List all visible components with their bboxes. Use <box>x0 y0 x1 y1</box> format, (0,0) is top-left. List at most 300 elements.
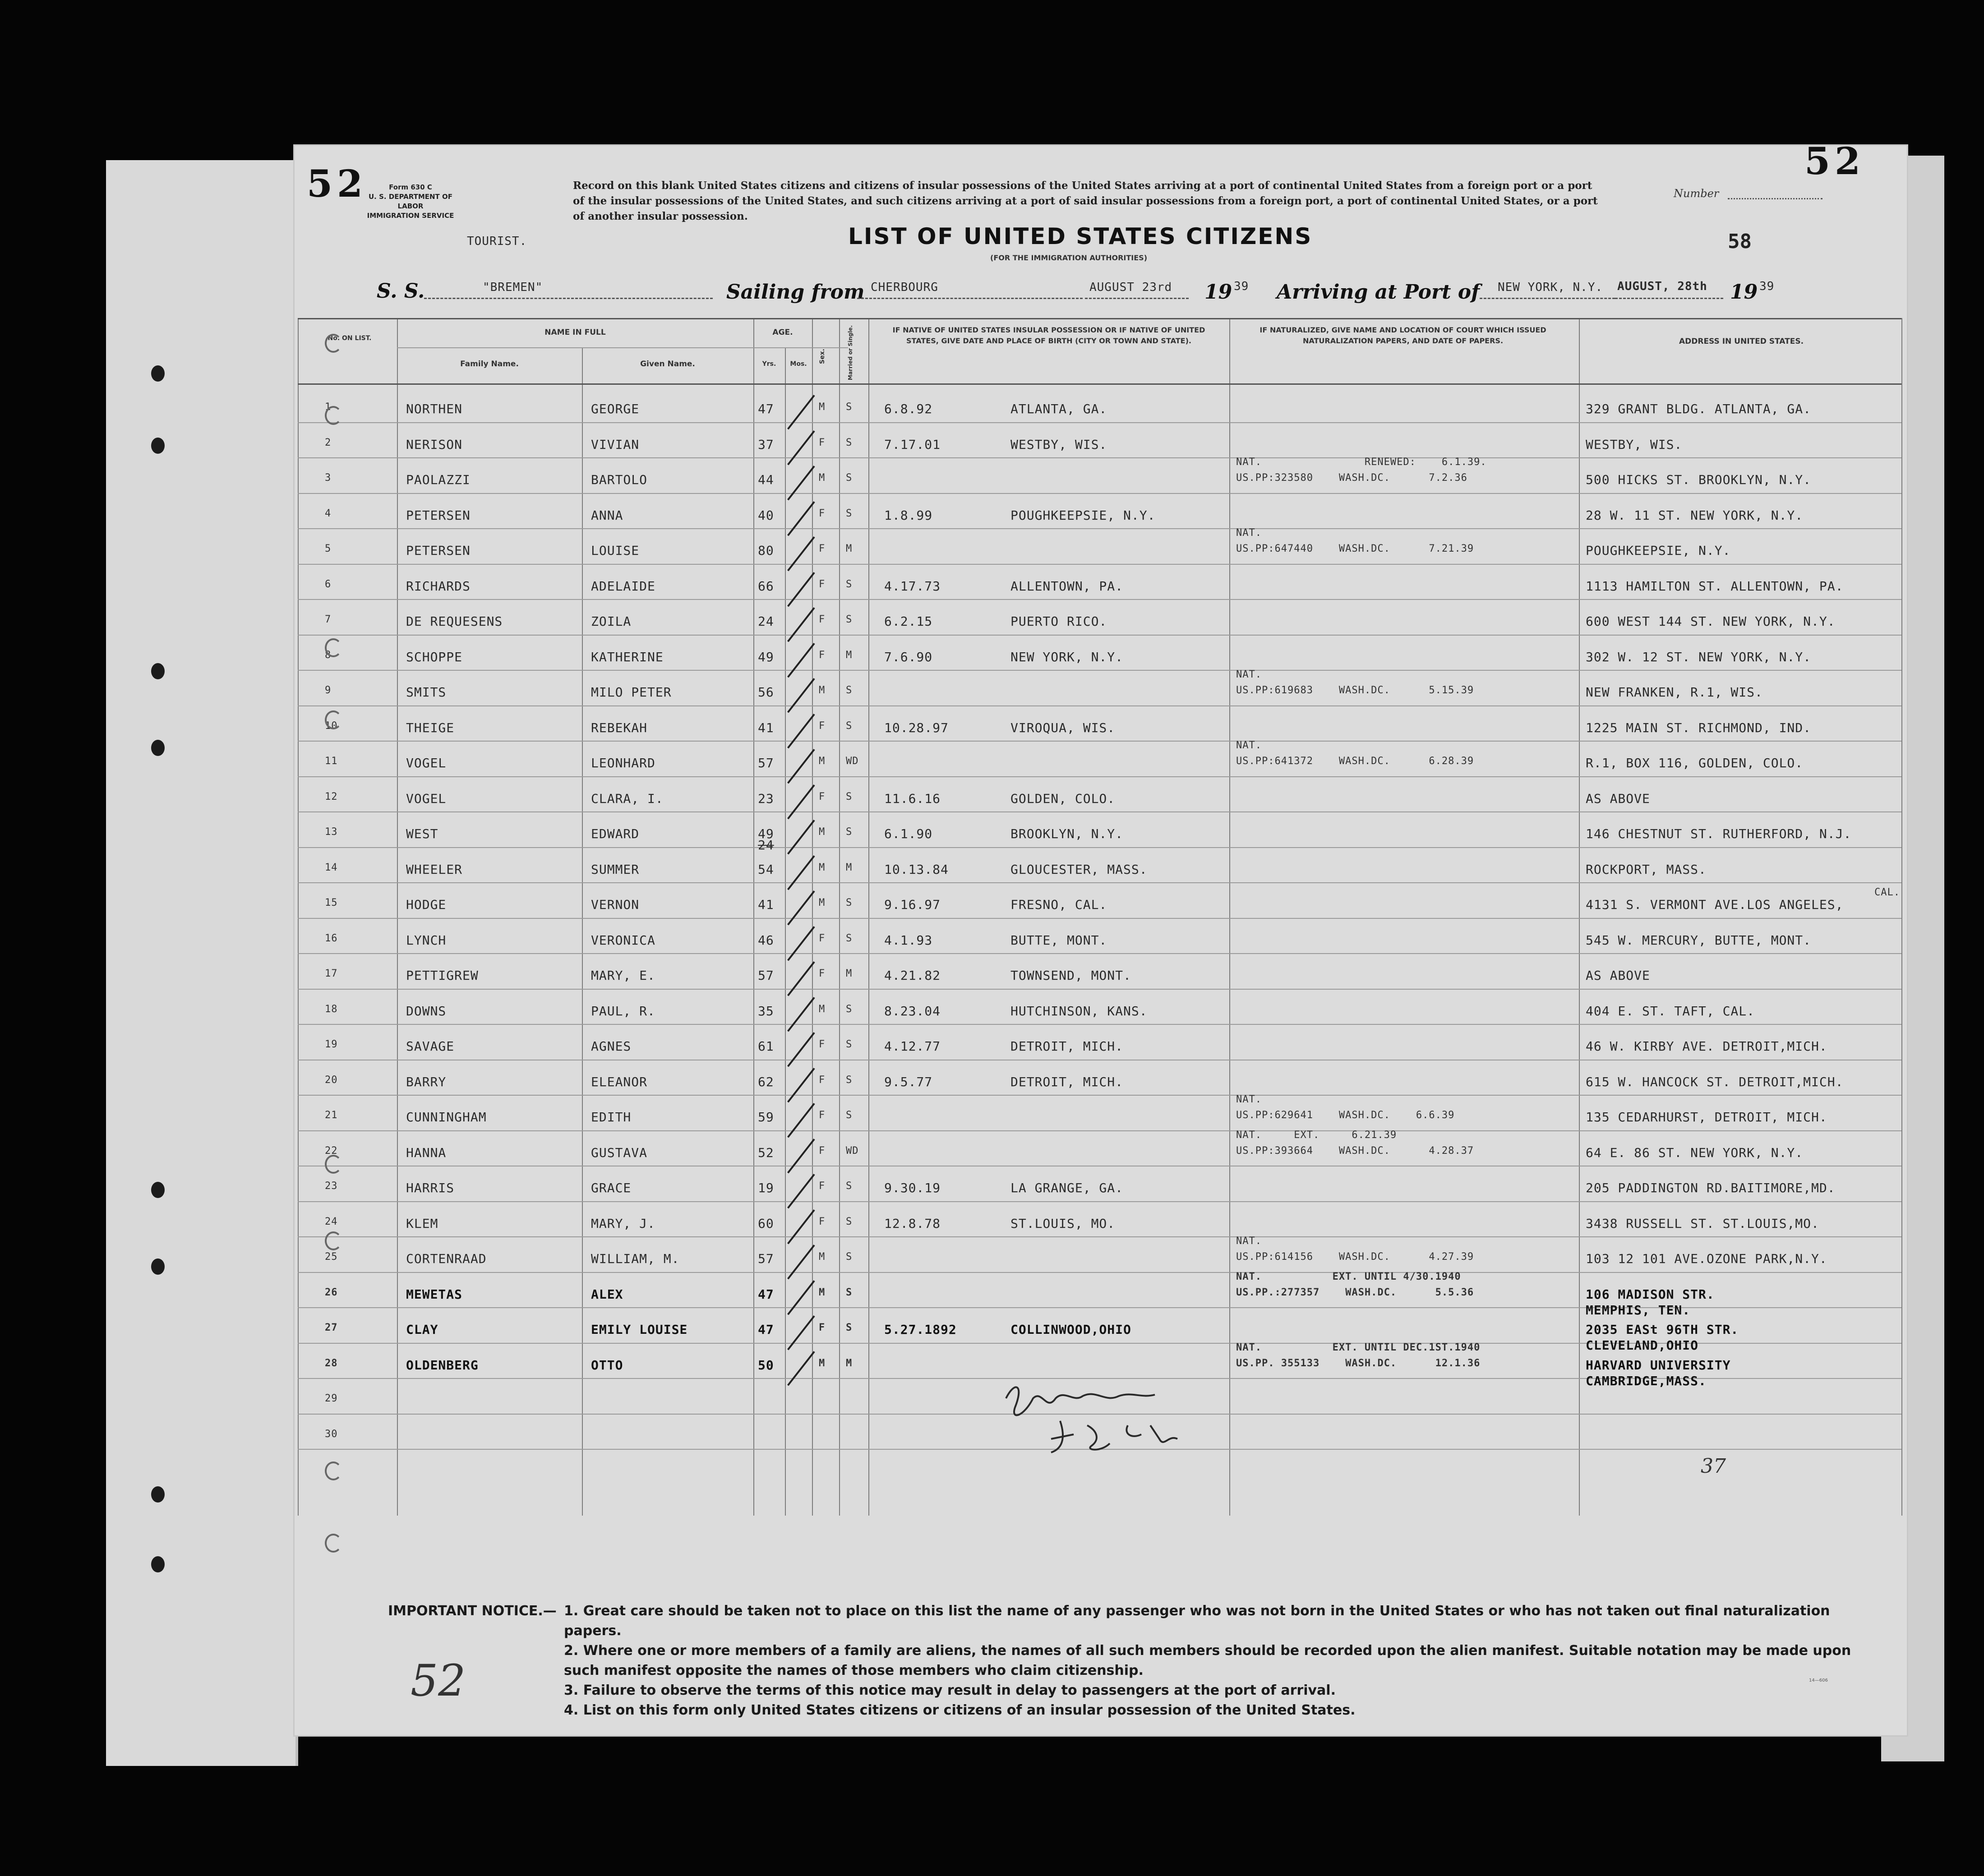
family-name: CUNNINGHAM <box>406 1110 487 1125</box>
address: 4131 S. VERMONT AVE.LOS ANGELES, <box>1586 897 1844 912</box>
birth-place: ATLANTA, GA. <box>1010 401 1107 416</box>
family-name: NERISON <box>406 437 463 452</box>
binder-ring-mark <box>325 1231 342 1250</box>
given-name: ALEX <box>591 1286 623 1302</box>
row-number: 28 <box>325 1357 338 1369</box>
address: 46 W. KIRBY AVE. DETROIT,MICH. <box>1586 1039 1827 1054</box>
address: 329 GRANT BLDG. ATLANTA, GA. <box>1586 401 1812 416</box>
naturalization-line-2: US.PP. 355133 WASH.DC. 12.1.36 <box>1236 1357 1481 1369</box>
binder-ring-mark <box>325 406 342 425</box>
age-years: 54 <box>758 862 774 877</box>
class-label: TOURIST. <box>467 235 527 248</box>
check-slash-mark <box>787 1315 815 1350</box>
row-number: 29 <box>325 1393 338 1404</box>
birth-date: 11.6.16 <box>884 791 941 806</box>
given-name: MARY, E. <box>591 968 655 983</box>
given-name: BARTOLO <box>591 472 648 487</box>
row-number: 26 <box>325 1286 338 1298</box>
age-years: 47 <box>758 1286 774 1302</box>
col-header-married: Married or Single. <box>847 325 854 381</box>
naturalization-line-2: US.PP:647440 WASH.DC. 7.21.39 <box>1236 543 1474 554</box>
year-1: 39 <box>1234 280 1249 293</box>
given-name: CLARA, I. <box>591 791 664 806</box>
form-department: U. S. DEPARTMENT OF LABOR <box>368 193 453 210</box>
birth-date: 9.5.77 <box>884 1074 933 1089</box>
check-slash-mark <box>787 501 815 536</box>
age-years: 52 <box>758 1145 774 1160</box>
given-name: ZOILA <box>591 614 632 629</box>
check-slash-mark <box>787 643 815 678</box>
sex: M <box>819 472 826 484</box>
given-name: VERNON <box>591 897 640 912</box>
check-slash-mark <box>787 714 815 748</box>
age-years: 37 <box>758 437 774 452</box>
birth-date: 4.21.82 <box>884 968 941 983</box>
margin-handwriting: 52 <box>411 1655 466 1706</box>
row-number: 12 <box>325 791 338 802</box>
birth-place: BROOKLYN, N.Y. <box>1010 826 1124 841</box>
sex: F <box>819 720 826 732</box>
address: AS ABOVE <box>1586 968 1650 983</box>
naturalization-line-1: NAT. EXT. UNTIL 4/30.1940 <box>1236 1271 1461 1282</box>
year-2: 39 <box>1759 280 1775 293</box>
marital-status: S <box>846 401 853 413</box>
col-header-family: Family Name. <box>460 360 519 369</box>
port-name: NEW YORK, N.Y. <box>1498 281 1603 294</box>
address: 545 W. MERCURY, BUTTE, MONT. <box>1586 932 1812 948</box>
given-name: KATHERINE <box>591 649 664 664</box>
age-years: 47 <box>758 1322 774 1337</box>
address-note: CAL. <box>1874 887 1900 898</box>
sex: F <box>819 1216 826 1227</box>
address: 3438 RUSSELL ST. ST.LOUIS,MO. <box>1586 1216 1819 1231</box>
sex: M <box>819 862 826 873</box>
row-number: 5 <box>325 543 332 554</box>
row-number: 15 <box>325 897 338 908</box>
birth-date: 4.17.73 <box>884 578 941 594</box>
age-years: 56 <box>758 685 774 700</box>
family-name: VOGEL <box>406 756 447 770</box>
punch-hole <box>151 438 165 454</box>
address: 205 PADDINGTON RD.BAITIMORE,MD. <box>1586 1180 1836 1195</box>
punch-hole <box>151 1486 165 1503</box>
marital-status: M <box>846 543 853 554</box>
header-rule <box>397 347 848 348</box>
number-line <box>1728 186 1823 199</box>
year-prefix-1: 19 <box>1204 281 1232 304</box>
age-years: 59 <box>758 1110 774 1125</box>
binder-left-page <box>106 160 298 1766</box>
row-rule <box>298 953 1901 954</box>
age-years: 41 <box>758 720 774 735</box>
ship-line <box>424 298 713 299</box>
check-slash-mark <box>787 997 815 1032</box>
row-number: 4 <box>325 507 332 519</box>
given-name: PAUL, R. <box>591 1003 655 1019</box>
age-years: 41 <box>758 897 774 912</box>
marital-status: S <box>846 614 853 625</box>
age-years: 47 <box>758 401 774 416</box>
sex: F <box>819 1110 826 1121</box>
address: AS ABOVE <box>1586 791 1650 806</box>
binder-ring-mark <box>325 710 342 729</box>
sex: F <box>819 791 826 802</box>
address: 600 WEST 144 ST. NEW YORK, N.Y. <box>1586 614 1836 629</box>
birth-place: LA GRANGE, GA. <box>1010 1180 1124 1195</box>
given-name: LOUISE <box>591 543 640 558</box>
naturalization-line-1: NAT. EXT. UNTIL DEC.1ST.1940 <box>1236 1341 1481 1353</box>
naturalization-line-1: NAT. <box>1236 527 1262 539</box>
row-number: 11 <box>325 756 338 767</box>
check-slash-mark <box>787 572 815 607</box>
row-rule <box>298 670 1901 671</box>
age-years: 62 <box>758 1074 774 1089</box>
col-header-birth: IF NATIVE OF UNITED STATES INSULAR POSSESSION OR IF NATIVE OF UNITED STATES, GIVE DATE AND PLACE OF BIRTH (CITY OR TOWN AND STATE). <box>892 326 1205 345</box>
col-header-sex: Sex. <box>819 349 826 364</box>
notice-items <box>564 1601 1877 1720</box>
marital-status: S <box>846 720 853 732</box>
family-name: SCHOPPE <box>406 649 463 664</box>
sex: F <box>819 1145 826 1157</box>
address: ROCKPORT, MASS. <box>1586 862 1707 877</box>
column-rule <box>298 318 299 1516</box>
birth-date: 9.16.97 <box>884 897 941 912</box>
important-notice <box>388 1601 1877 1720</box>
check-slash-mark <box>787 749 815 784</box>
age-years: 46 <box>758 932 774 948</box>
punch-hole <box>151 1556 165 1572</box>
row-rule <box>298 457 1901 458</box>
form-number: Form 630 C <box>389 183 432 191</box>
sailing-label: Sailing from <box>726 281 865 304</box>
form-instructions: Record on this blank United States citizens and citizens of insular possessions of the United States arriving at a port of continental United States from a foreign port or a port of the insular possessions of the United States, and such citizens arriving at a port of said insular possessions from a foreign port, a port of continental United States, or a port of another insular possession. <box>573 180 1598 222</box>
marital-status: S <box>846 578 853 590</box>
sex: F <box>819 1074 826 1086</box>
given-name: EMILY LOUISE <box>591 1322 688 1337</box>
family-name: HANNA <box>406 1145 447 1160</box>
marital-status: M <box>846 649 853 661</box>
birth-date: 10.28.97 <box>884 720 949 735</box>
check-slash-mark <box>787 1103 815 1138</box>
marital-status: S <box>846 791 853 802</box>
check-slash-mark <box>787 784 815 819</box>
sex: F <box>819 614 826 625</box>
row-rule <box>298 635 1901 636</box>
naturalization-line-2: US.PP:619683 WASH.DC. 5.15.39 <box>1236 685 1474 696</box>
sex: F <box>819 968 826 979</box>
birth-date: 9.30.19 <box>884 1180 941 1195</box>
sex: F <box>819 543 826 554</box>
number-label: Number <box>1674 187 1719 200</box>
birth-date: 7.6.90 <box>884 649 933 664</box>
row-rule <box>298 741 1901 742</box>
given-name: ADELAIDE <box>591 578 655 594</box>
birth-date: 4.12.77 <box>884 1039 941 1054</box>
row-number: 21 <box>325 1110 338 1121</box>
marital-status: M <box>846 1357 853 1369</box>
row-rule <box>298 811 1901 812</box>
column-rule <box>397 318 398 1516</box>
column-rule <box>785 347 786 1516</box>
family-name: DE REQUESENS <box>406 614 503 629</box>
arrival-date: AUGUST, 28th <box>1617 280 1707 293</box>
marital-status: S <box>846 1286 853 1298</box>
family-name: VOGEL <box>406 791 447 806</box>
naturalization-line-2: US.PP:323580 WASH.DC. 7.2.36 <box>1236 472 1467 484</box>
row-number: 24 <box>325 1216 338 1227</box>
birth-place: GLOUCESTER, MASS. <box>1010 862 1148 877</box>
family-name: HODGE <box>406 897 447 912</box>
notice-item: 4. List on this form only United States citizens or citizens of an insular possession of the United States. <box>564 1702 1356 1718</box>
row-rule <box>298 1201 1901 1202</box>
row-number: 1 <box>325 401 332 413</box>
family-name: MEWETAS <box>406 1286 463 1302</box>
birth-date: 12.8.78 <box>884 1216 941 1231</box>
age-years: 57 <box>758 968 774 983</box>
punch-hole <box>151 663 165 679</box>
naturalization-line-2: US.PP.:277357 WASH.DC. 5.5.36 <box>1236 1286 1474 1298</box>
marital-status: S <box>846 1251 853 1263</box>
age-years: 50 <box>758 1357 774 1373</box>
birth-place: COLLINWOOD,OHIO <box>1010 1322 1131 1337</box>
family-name: SAVAGE <box>406 1039 455 1054</box>
sex: F <box>819 1180 826 1192</box>
sex: M <box>819 897 826 908</box>
family-name: SMITS <box>406 685 447 700</box>
notice-item: 2. Where one or more members of a family are aliens, the names of all such members should be recorded upon the alien manifest. Suitable notation may be made upon such manifest opposite the names of those members who claim citizenship. <box>564 1643 1851 1678</box>
col-header-age: AGE. <box>772 328 793 337</box>
year-prefix-2: 19 <box>1730 281 1758 304</box>
family-name: OLDENBERG <box>406 1357 479 1373</box>
arrival-date-line <box>1615 298 1723 299</box>
check-slash-mark <box>787 1280 815 1315</box>
sex: F <box>819 932 826 944</box>
address: 103 12 101 AVE.OZONE PARK,N.Y. <box>1586 1251 1827 1266</box>
binder-ring-mark <box>325 1155 342 1174</box>
check-slash-mark <box>787 1245 815 1279</box>
family-name: DOWNS <box>406 1003 447 1019</box>
marital-status: S <box>846 1180 853 1192</box>
marital-status: WD <box>846 756 859 767</box>
col-header-no: No. ON LIST. <box>328 335 372 342</box>
birth-place: ST.LOUIS, MO. <box>1010 1216 1116 1231</box>
ship-name: "BREMEN" <box>483 281 543 294</box>
row-number: 23 <box>325 1180 338 1192</box>
marital-status: M <box>846 862 853 873</box>
row-number: 2 <box>325 437 332 448</box>
sex: M <box>819 826 826 838</box>
marital-status: S <box>846 932 853 944</box>
row-number: 6 <box>325 578 332 590</box>
sex: M <box>819 1003 826 1015</box>
notice-item: 1. Great care should be taken not to place on this list the name of any passenger who was not born in the United States or who has not taken out final naturalization papers. <box>564 1603 1830 1639</box>
row-number: 13 <box>325 826 338 838</box>
birth-place: WESTBY, WIS. <box>1010 437 1107 452</box>
age-years: 57 <box>758 756 774 770</box>
form-identification <box>361 183 460 221</box>
address: 500 HICKS ST. BROOKLYN, N.Y. <box>1586 472 1812 487</box>
naturalization-line-2: US.PP:393664 WASH.DC. 4.28.37 <box>1236 1145 1474 1157</box>
naturalization-line-1: NAT. <box>1236 1094 1262 1105</box>
row-rule <box>298 1236 1901 1237</box>
row-rule <box>298 847 1901 848</box>
birth-place: TOWNSEND, MONT. <box>1010 968 1131 983</box>
ss-label: S. S. <box>377 280 425 303</box>
age-years: 35 <box>758 1003 774 1019</box>
sailing-from: CHERBOURG <box>871 281 938 294</box>
row-number: 20 <box>325 1074 338 1086</box>
birth-date: 1.8.99 <box>884 507 933 523</box>
arriving-label: Arriving at Port of <box>1277 281 1480 304</box>
sex: M <box>819 401 826 413</box>
age-years: 49 <box>758 826 774 841</box>
naturalization-line-1: NAT. <box>1236 740 1262 751</box>
given-name: GEORGE <box>591 401 640 416</box>
given-name: EDITH <box>591 1110 632 1125</box>
sex: M <box>819 1251 826 1263</box>
age-years: 61 <box>758 1039 774 1054</box>
column-rule <box>1901 318 1902 1516</box>
passenger-table <box>298 318 1904 1516</box>
row-number: 17 <box>325 968 338 979</box>
given-name: GUSTAVA <box>591 1145 648 1160</box>
page-number-right: 52 <box>1804 144 1865 183</box>
birth-place: PUERTO RICO. <box>1010 614 1107 629</box>
row-rule <box>298 1130 1901 1131</box>
sex: M <box>819 1286 826 1298</box>
col-header-naturalized: IF NATURALIZED, GIVE NAME AND LOCATION OF COURT WHICH ISSUED NATURALIZATION PAPERS, AND DATE OF PAPERS. <box>1260 326 1546 345</box>
birth-place: DETROIT, MICH. <box>1010 1039 1124 1054</box>
birth-place: NEW YORK, N.Y. <box>1010 649 1124 664</box>
address: 28 W. 11 ST. NEW YORK, N.Y. <box>1586 507 1804 523</box>
birth-place: GOLDEN, COLO. <box>1010 791 1116 806</box>
family-name: HARRIS <box>406 1180 455 1195</box>
address: 302 W. 12 ST. NEW YORK, N.Y. <box>1586 649 1812 664</box>
birth-place: HUTCHINSON, KANS. <box>1010 1003 1148 1019</box>
naturalization-line-2: US.PP:614156 WASH.DC. 4.27.39 <box>1236 1251 1474 1263</box>
birth-place: BUTTE, MONT. <box>1010 932 1107 948</box>
page-subtitle: (FOR THE IMMIGRATION AUTHORITIES) <box>990 254 1148 262</box>
check-slash-mark <box>787 466 815 500</box>
birth-place: ALLENTOWN, PA. <box>1010 578 1124 594</box>
row-number: 16 <box>325 932 338 944</box>
address: 64 E. 86 ST. NEW YORK, N.Y. <box>1586 1145 1804 1160</box>
family-name: WHEELER <box>406 862 463 877</box>
punch-hole <box>151 1258 165 1275</box>
marital-status: S <box>846 826 853 838</box>
notice-item: 3. Failure to observe the terms of this notice may result in delay to passengers at the port of arrival. <box>564 1682 1336 1698</box>
marital-status: WD <box>846 1145 859 1157</box>
given-name: VERONICA <box>591 932 655 948</box>
age-years: 49 <box>758 649 774 664</box>
check-slash-mark <box>787 1032 815 1067</box>
row-number: 14 <box>325 862 338 873</box>
given-name: REBEKAH <box>591 720 648 735</box>
row-number: 8 <box>325 649 332 661</box>
col-header-name: NAME IN FULL <box>544 328 606 337</box>
age-years: 66 <box>758 578 774 594</box>
check-slash-mark <box>787 890 815 925</box>
col-header-address: ADDRESS IN UNITED STATES. <box>1679 337 1804 346</box>
given-name: GRACE <box>591 1180 632 1195</box>
binder-ring-mark <box>325 1534 342 1553</box>
check-slash-mark <box>787 820 815 854</box>
family-name: PETTIGREW <box>406 968 479 983</box>
port-line <box>1480 298 1615 299</box>
column-rule <box>1229 318 1230 1516</box>
row-rule <box>298 528 1901 529</box>
address: 146 CHESTNUT ST. RUTHERFORD, N.J. <box>1586 826 1852 841</box>
birth-date: 6.1.90 <box>884 826 933 841</box>
sex: M <box>819 1357 826 1369</box>
column-rule <box>812 318 813 1516</box>
row-number: 18 <box>325 1003 338 1015</box>
check-slash-mark <box>787 430 815 465</box>
row-rule <box>298 1024 1901 1025</box>
age-years: 24 <box>758 614 774 629</box>
given-name: SUMMER <box>591 862 640 877</box>
row-number: 22 <box>325 1145 338 1157</box>
binder-ring-mark <box>325 334 342 353</box>
check-slash-mark <box>787 607 815 642</box>
check-slash-mark <box>787 855 815 890</box>
address: 615 W. HANCOCK ST. DETROIT,MICH. <box>1586 1074 1844 1089</box>
row-number: 19 <box>325 1039 338 1050</box>
check-slash-mark <box>787 1174 815 1208</box>
binder-ring-mark <box>325 638 342 657</box>
birth-place: FRESNO, CAL. <box>1010 897 1107 912</box>
sex: F <box>819 437 826 448</box>
given-name: MILO PETER <box>591 685 672 700</box>
row-rule <box>298 776 1901 777</box>
naturalization-line-2: US.PP:629641 WASH.DC. 6.6.39 <box>1236 1110 1455 1121</box>
column-rule <box>1579 318 1580 1516</box>
marital-status: M <box>846 968 853 979</box>
given-name: VIVIAN <box>591 437 640 452</box>
family-name: BARRY <box>406 1074 447 1089</box>
handwritten-count: 37 <box>1701 1455 1726 1478</box>
check-slash-mark <box>787 1068 815 1102</box>
marital-status: S <box>846 1216 853 1227</box>
birth-date: 4.1.93 <box>884 932 933 948</box>
row-rule <box>298 918 1901 919</box>
marital-status: S <box>846 437 853 448</box>
row-rule <box>298 599 1901 600</box>
naturalization-line-1: NAT. EXT. 6.21.39 <box>1236 1129 1397 1141</box>
sex: F <box>819 1322 826 1333</box>
row-rule <box>298 705 1901 706</box>
birth-place: POUGHKEEPSIE, N.Y. <box>1010 507 1156 523</box>
row-number: 25 <box>325 1251 338 1263</box>
punch-hole <box>151 740 165 756</box>
family-name: THEIGE <box>406 720 455 735</box>
col-header-mos: Mos. <box>790 360 807 368</box>
given-name: ANNA <box>591 507 623 523</box>
address: 1225 MAIN ST. RICHMOND, IND. <box>1586 720 1812 735</box>
col-header-yrs: Yrs. <box>762 360 776 368</box>
marital-status: S <box>846 1074 853 1086</box>
marital-status: S <box>846 507 853 519</box>
family-name: PETERSEN <box>406 543 471 558</box>
marital-status: S <box>846 1039 853 1050</box>
family-name: CORTENRAAD <box>406 1251 487 1266</box>
birth-date: 6.8.92 <box>884 401 933 416</box>
address-line-2: CLEVELAND,OHIO <box>1586 1338 1699 1353</box>
marital-status: S <box>846 897 853 908</box>
check-slash-mark <box>787 395 815 429</box>
check-slash-mark <box>787 926 815 961</box>
address: NEW FRANKEN, R.1, WIS. <box>1586 685 1763 700</box>
